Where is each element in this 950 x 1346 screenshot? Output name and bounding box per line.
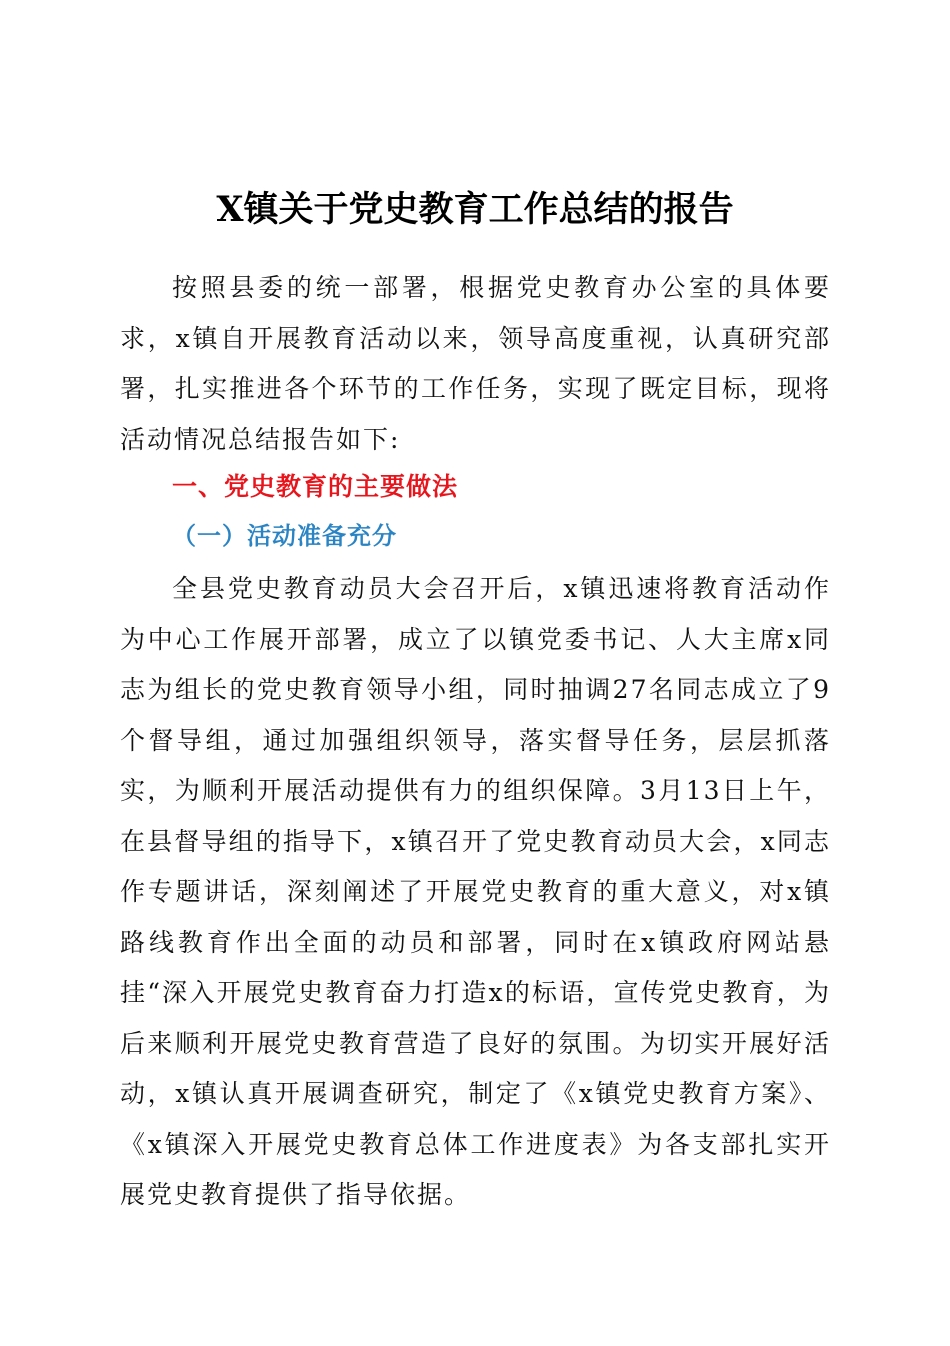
document-title: X镇关于党史教育工作总结的报告 xyxy=(216,189,734,230)
section-heading-main-practices: 一、党史教育的主要做法 xyxy=(172,472,459,501)
subsection-heading-preparation: （一）活动准备充分 xyxy=(172,522,397,550)
subsection-paragraph-preparation: 全县党史教育动员大会召开后，x镇迅速将教育活动作为中心工作展开部署，成立了以镇党委书记、人大主席x同志为组长的党史教育领导小组，同时抽调27名同志成立了9个督导组，通过加强组织领导，落实督导任务，层层抓落实，为顺利开展活动提供有力的组织保障。3月13日上午，在县督导组的指导下，x镇召开了党史教育动员大会，x同志作专题讲话，深刻阐述了开展党史教育的重大意义，对x镇路线教育作出全面的动员和部署，同时在x镇政府网站悬挂“深入开展党史教育奋力打造x的标语，宣传党史教育，为后来顺利开展党史教育营造了良好的氛围。为切实开展好活动，x镇认真开展调查研究，制定了《x镇党史教育方案》、《x镇深入开展党史教育总体工作进度表》为各支部扎实开展党史教育提供了指导依据。 xyxy=(120,574,831,1209)
intro-paragraph: 按照县委的统一部署，根据党史教育办公室的具体要求，x镇自开展教育活动以来，领导高度重视，认真研究部署，扎实推进各个环节的工作任务，实现了既定目标，现将活动情况总结报告如下: xyxy=(120,273,831,454)
